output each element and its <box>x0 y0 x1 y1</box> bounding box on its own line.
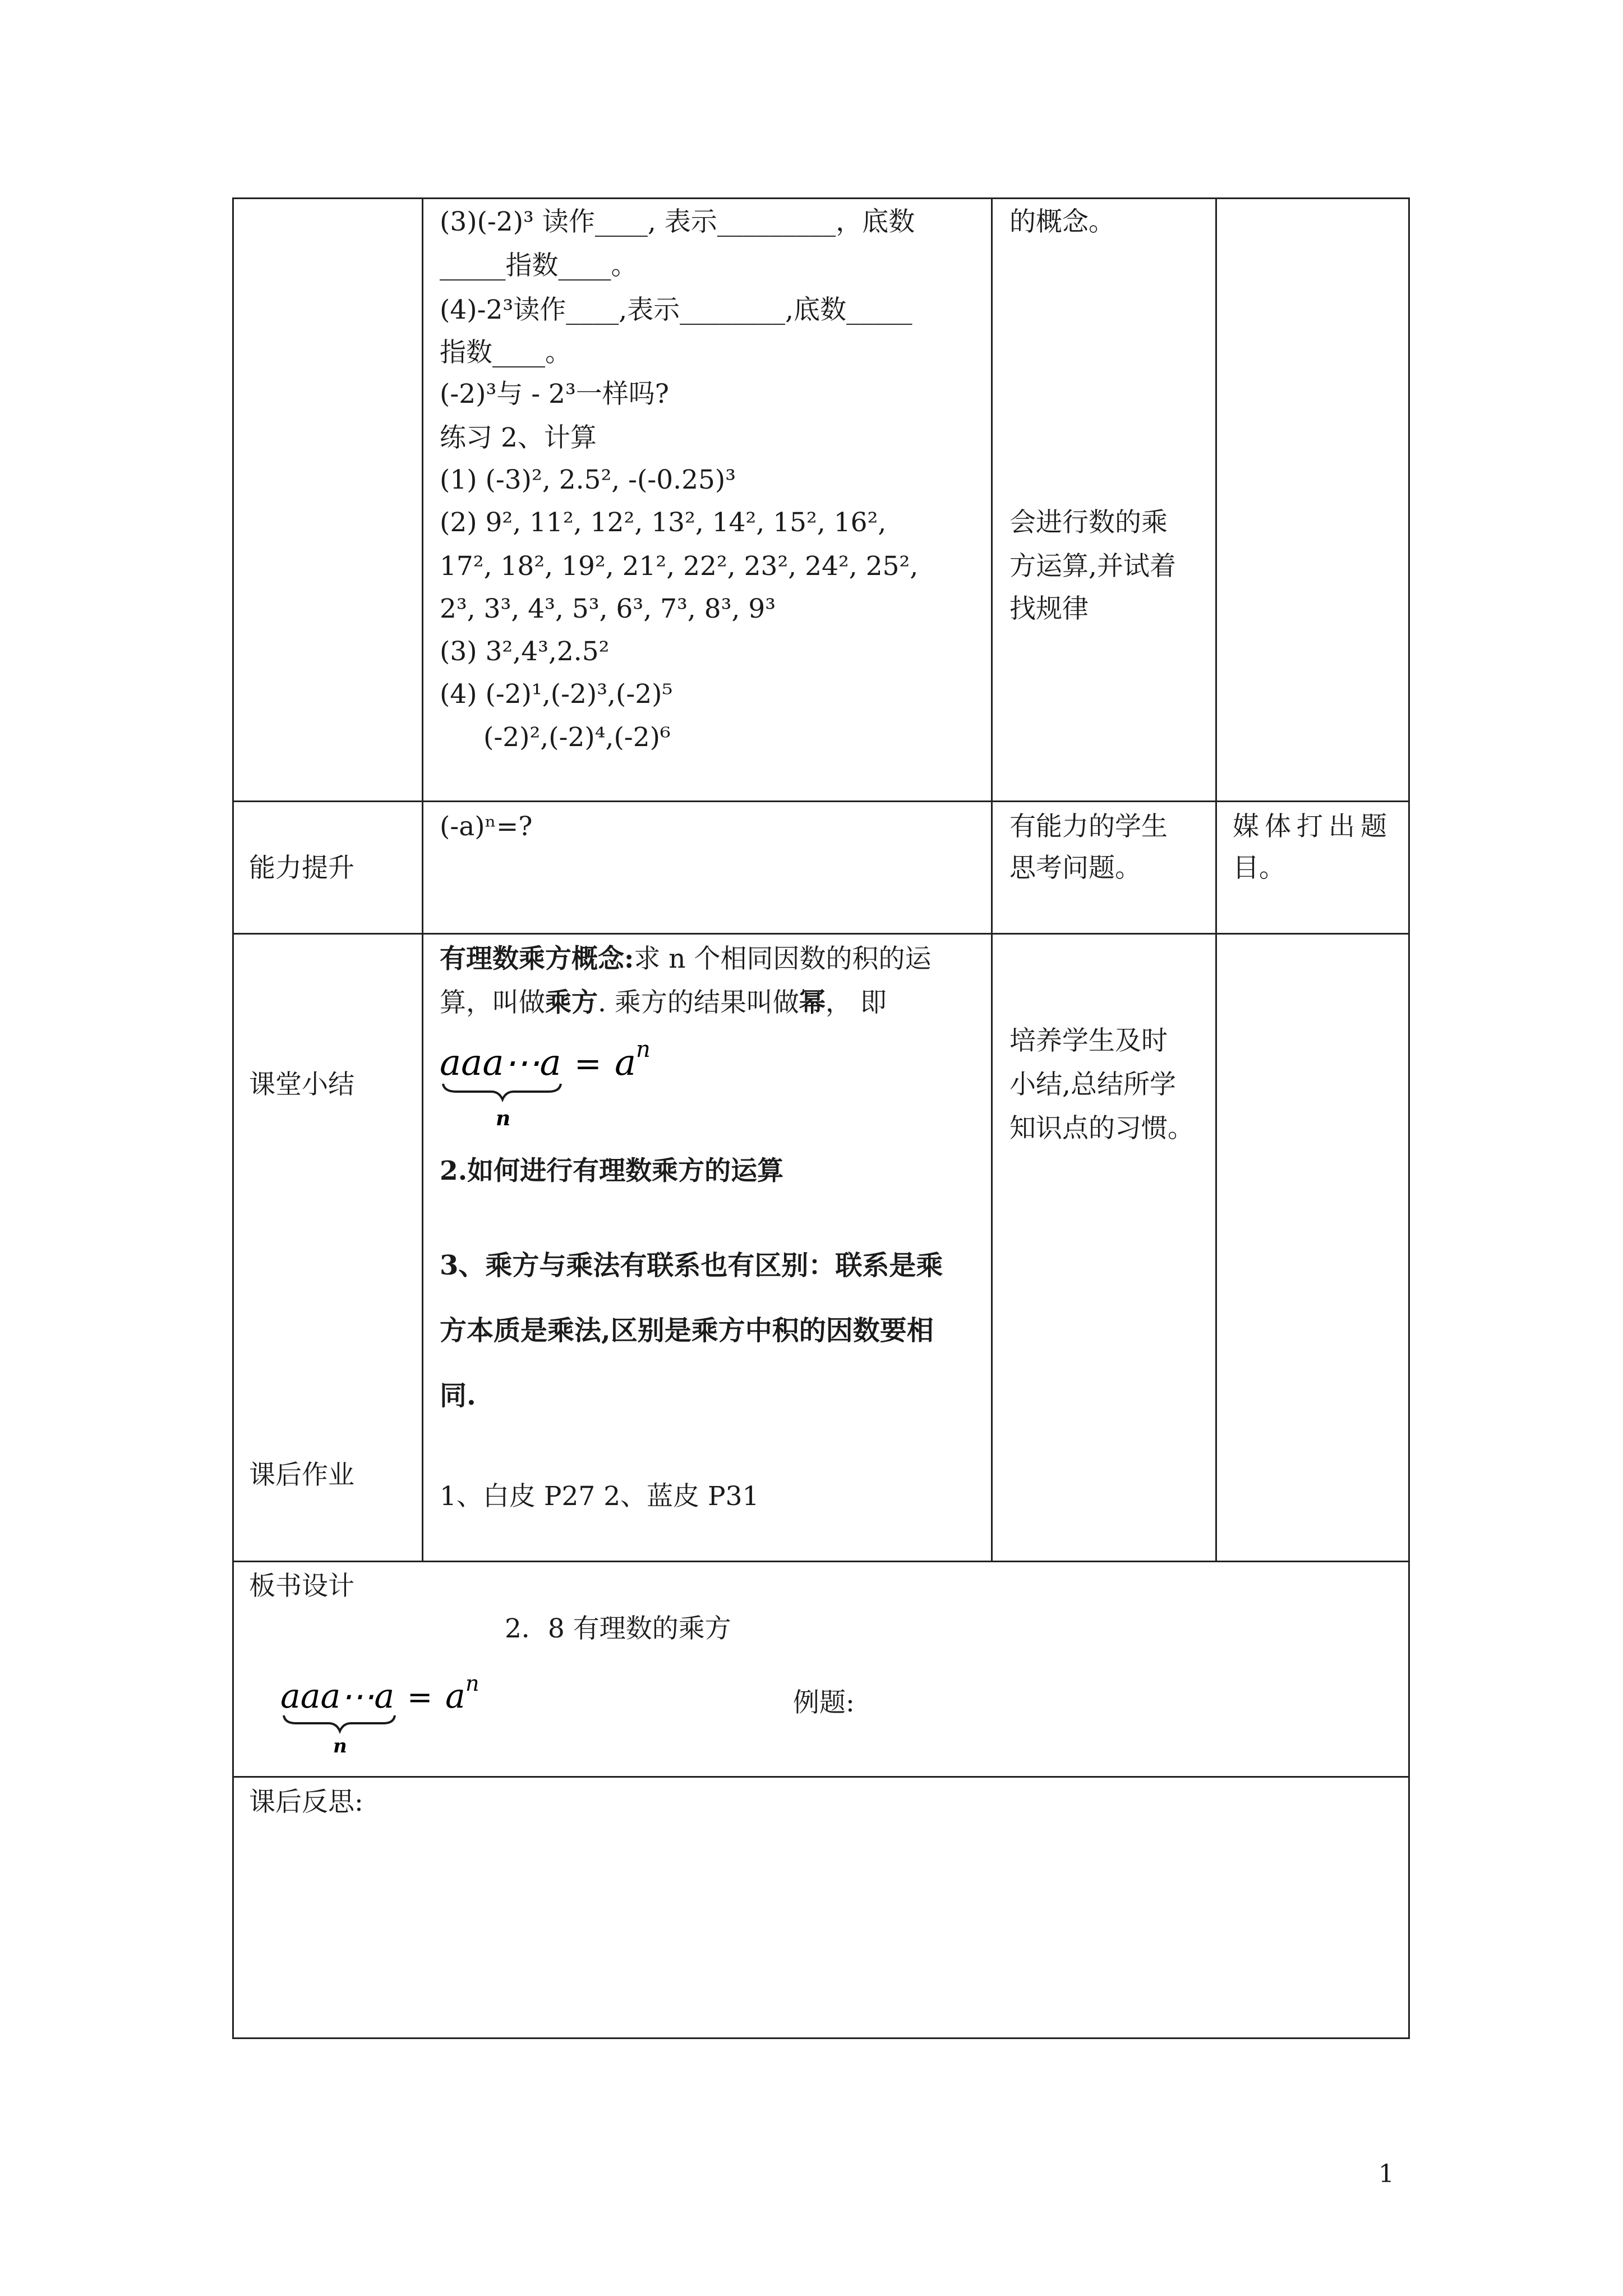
power-formula <box>440 1036 675 1139</box>
design-intent: 培养学生及时 <box>1009 1025 1168 1056</box>
media-note: 媒体打出题 <box>1233 811 1393 842</box>
row-divider <box>232 1776 1410 1778</box>
formula-base: a <box>615 1042 637 1084</box>
homework-text: 1、白皮 P27 2、蓝皮 P31 <box>440 1481 759 1512</box>
power-formula-svg <box>440 1036 675 1137</box>
concept-term: 幂 <box>799 987 826 1018</box>
ability-question: (-a)ⁿ=? <box>440 811 533 842</box>
design-intent: 思考问题。 <box>1009 853 1141 884</box>
text-line: (2) 9², 11², 12², 13², 14², 15², 16², <box>440 507 887 538</box>
row-divider <box>232 800 1410 802</box>
column-divider <box>422 197 423 1562</box>
concept-text: 算，叫做 <box>440 987 545 1018</box>
row-divider <box>232 933 1410 935</box>
row-label: 课后作业 <box>249 1460 354 1490</box>
concept-line <box>440 938 932 981</box>
text-line: 练习 2、计算 <box>440 422 597 453</box>
design-intent: 会进行数的乘 <box>1009 507 1168 538</box>
formula-equals: = <box>574 1045 602 1083</box>
row-label: 板书设计 <box>249 1571 354 1602</box>
table-border-bottom <box>232 2037 1410 2039</box>
concept-line <box>440 982 887 1024</box>
text-line: 2³, 3³, 4³, 5³, 6³, 7³, 8³, 9³ <box>440 593 776 624</box>
formula-base: a <box>445 1677 465 1716</box>
column-divider <box>991 197 993 1562</box>
design-intent: 有能力的学生 <box>1009 811 1168 842</box>
row-label: 能力提升 <box>249 853 354 884</box>
text-line: _____指数____。 <box>440 250 638 281</box>
text-line: (3)(-2)³ 读作____, 表示_________，底数 <box>440 206 915 237</box>
design-intent: 方运算,并试着 <box>1009 551 1176 582</box>
concept-text: ， 即 <box>825 987 887 1018</box>
formula-under-label: n <box>496 1107 511 1130</box>
concept-text: 求 n 个相同因数的积的运 <box>634 944 932 974</box>
design-intent: 知识点的习惯。 <box>1009 1113 1194 1144</box>
formula-exponent: n <box>465 1674 479 1696</box>
table-border-right <box>1408 197 1410 2039</box>
text-line: (3) 3²,4³,2.5² <box>440 636 610 667</box>
underbrace <box>443 1084 561 1099</box>
text-line: (-2)²,(-2)⁴,(-2)⁶ <box>483 722 671 753</box>
formula-equals: = <box>407 1680 433 1715</box>
summary-point-3: 3、乘方与乘法有联系也有区别：联系是乘 <box>440 1250 943 1281</box>
summary-point-3: 方本质是乘法,区别是乘方中积的因数要相 <box>440 1315 934 1346</box>
board-power-formula <box>280 1674 516 1760</box>
formula-exponent: n <box>636 1037 651 1062</box>
text-line: (1) (-3)², 2.5², -(-0.25)³ <box>440 464 736 495</box>
media-note: 目。 <box>1233 853 1285 884</box>
table-border-left <box>232 197 234 2039</box>
concept-term: 有理数乘方概念: <box>440 944 634 974</box>
concept-term: 乘方 <box>545 987 598 1018</box>
design-intent: 找规律 <box>1009 593 1089 624</box>
summary-point-2: 2.如何进行有理数乘方的运算 <box>440 1156 784 1186</box>
summary-point-3: 同. <box>440 1380 476 1411</box>
design-intent: 的概念。 <box>1009 206 1115 237</box>
text-line: (-2)³与 - 2³一样吗? <box>440 379 670 409</box>
page-number: 1 <box>1378 2160 1394 2188</box>
text-line: 17², 18², 19², 21², 22², 23², 24², 25², <box>440 551 919 582</box>
text-line: (4) (-2)¹,(-2)³,(-2)⁵ <box>440 679 673 710</box>
board-title: 2．8 有理数的乘方 <box>505 1613 731 1644</box>
column-divider <box>1215 197 1217 1562</box>
text-line: (4)-2³读作____,表示________,底数_____ <box>440 295 912 325</box>
board-formula-svg <box>280 1674 516 1758</box>
formula-lhs: aaa⋯a <box>440 1042 561 1084</box>
formula-under-label: n <box>333 1735 347 1757</box>
example-label: 例题: <box>793 1687 855 1718</box>
formula-lhs: aaa⋯a <box>280 1677 395 1716</box>
row-label: 课堂小结 <box>249 1069 354 1100</box>
reflection-label: 课后反思: <box>249 1787 363 1818</box>
row-divider <box>232 1561 1410 1562</box>
table-border-top <box>232 197 1410 199</box>
concept-text: . 乘方的结果叫做 <box>598 987 799 1018</box>
text-line: 指数____。 <box>440 337 571 368</box>
design-intent: 小结,总结所学 <box>1009 1069 1176 1100</box>
underbrace <box>284 1715 395 1731</box>
